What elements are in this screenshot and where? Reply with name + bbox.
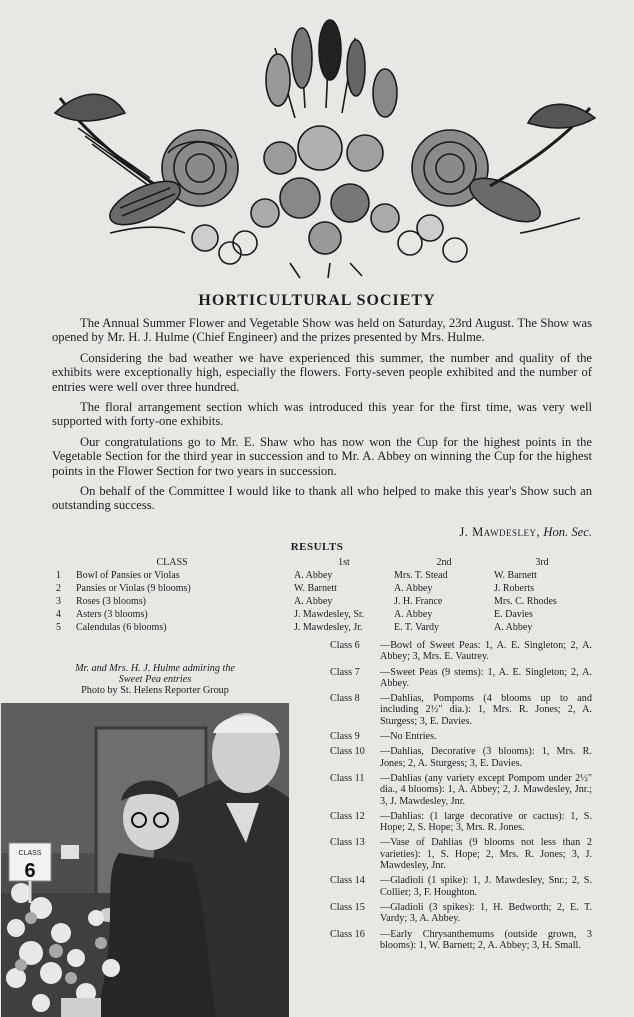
row-number: 3 — [56, 596, 61, 607]
class-label: Class 12 — [330, 810, 365, 822]
class-result: —Bowl of Sweet Peas: 1, A. E. Singleton; 2, A. Abbey; 3, Mrs. E. Vautrey. — [380, 640, 592, 663]
caption-line: Mr. and Mrs. H. J. Hulme admiring the — [75, 663, 235, 674]
class-label: Class 7 — [330, 666, 360, 678]
list-item — [330, 773, 592, 807]
row-second: E. T. Vardy — [394, 622, 439, 633]
caption-line: Sweet Pea entries — [118, 674, 192, 685]
header-second: 2nd — [436, 556, 452, 568]
row-class: Calendulas (6 blooms) — [76, 622, 167, 633]
class-result: —Early Chrysanthemums (outside grown, 3 blooms): 1, W. Barnett; 2, A. Abbey; 3, H. Small. — [380, 928, 592, 951]
table-row — [50, 595, 590, 608]
header-third: 3rd — [535, 556, 549, 568]
class-label: Class 10 — [330, 746, 365, 758]
class-result: —Gladioli (3 spikes): 1, H. Bedworth; 2, E. T. Vardy; 3, A. Abbey. — [380, 901, 592, 925]
class-result: —Vase of Dahlias (9 blooms not less than 2 varieties): 1, S. Hope; 2, Mrs. R. Jones; 3, J. Mawdesley, Jnr. — [380, 837, 592, 872]
class-sign-label: CLASS — [18, 850, 42, 857]
table-row — [50, 621, 590, 634]
class-result: —Dahlias: (1 large decorative or cactus): 1, S. Hope; 2, S. Hope; 3, Mrs. R. Jones. — [380, 810, 592, 834]
class-label: Class 13 — [330, 837, 365, 849]
row-second: Mrs. T. Stead — [394, 570, 448, 581]
photo-hulme-sweet-peas — [1, 703, 289, 1017]
class-label: Class 15 — [330, 901, 365, 913]
row-first: W. Barnett — [294, 583, 337, 594]
list-item — [330, 667, 592, 690]
class-label: Class 16 — [330, 928, 365, 940]
row-second: J. H. France — [394, 596, 443, 607]
list-item — [330, 929, 592, 952]
row-class: Roses (3 blooms) — [76, 596, 146, 607]
article-paragraph: Considering the bad weather we have experienced this summer, the number and quality of the exhibits were exceptionally high, especially the flowers. Forty-seven people exhibited and the number of entries were well over three hundred. — [52, 350, 592, 394]
list-item — [330, 875, 592, 898]
table-row — [50, 608, 590, 621]
class-result: —No Entries. — [380, 731, 437, 743]
article-paragraph: Our congratulations go to Mr. E. Shaw who has now won the Cup for the highest points in the Vegetable Section for the third year in succession and to Mr. A. Abbey on winning the Cup for the highest points in the Flower Section for two years in succession. — [52, 434, 592, 478]
results-header-row — [50, 555, 590, 569]
class-label: Class 6 — [330, 640, 360, 651]
class-result: —Sweet Peas (9 stems): 1, A. E. Singleton; 2, A. Abbey. — [380, 666, 592, 689]
photo-caption — [24, 663, 286, 696]
row-second: A. Abbey — [394, 583, 433, 594]
row-third: Mrs. C. Rhodes — [494, 596, 557, 607]
signature-name: J. Mawdesley, — [459, 525, 541, 539]
row-number: 4 — [56, 609, 61, 620]
row-third: A. Abbey — [494, 622, 533, 633]
row-second: A. Abbey — [394, 609, 433, 620]
row-class: Bowl of Pansies or Violas — [76, 570, 180, 581]
article-paragraph: The floral arrangement section which was introduced this year for the first time, was very well supported with forty-one exhibits. — [52, 400, 592, 429]
list-item — [330, 693, 592, 727]
table-row — [50, 569, 590, 582]
row-first: J. Mawdesley, Sr. — [294, 609, 365, 620]
photo-credit: Photo by St. Helens Reporter Group — [81, 685, 229, 696]
row-third: J. Roberts — [494, 583, 534, 594]
class-label: Class 9 — [330, 731, 360, 743]
list-item — [330, 640, 592, 663]
row-number: 5 — [56, 622, 61, 633]
list-item — [330, 902, 592, 925]
class-results-list — [330, 640, 592, 955]
signature — [459, 525, 592, 540]
class-result: —Dahlias (any variety except Pompom under 2½" dia., 4 blooms): 1, A. Abbey; 2, J. Mawdesley, Jnr.; 3, J. Mawdesley, Jnr. — [380, 772, 592, 807]
results-table — [50, 555, 590, 634]
row-third: E. Davies — [494, 609, 533, 620]
list-item — [330, 731, 592, 742]
list-item — [330, 837, 592, 871]
row-third: W. Barnett — [494, 570, 537, 581]
row-first: J. Mawdesley, Jr. — [294, 622, 363, 633]
signature-role: Hon. Sec. — [543, 525, 592, 539]
header-class: CLASS — [156, 556, 188, 568]
list-item — [330, 746, 592, 769]
table-row — [50, 582, 590, 595]
list-item — [330, 811, 592, 834]
row-number: 2 — [56, 583, 61, 594]
flower-vegetable-illustration — [50, 18, 600, 280]
header-first: 1st — [338, 556, 350, 568]
article-body — [52, 316, 592, 519]
article-paragraph: On behalf of the Committee I would like to thank all who helped to make this year's Show such an outstanding success. — [52, 484, 592, 513]
row-class: Asters (3 blooms) — [76, 609, 148, 620]
article-title: HORTICULTURAL SOCIETY — [198, 292, 436, 309]
row-class: Pansies or Violas (9 blooms) — [76, 583, 191, 594]
class-label: Class 11 — [330, 772, 365, 784]
class-result: —Dahlias, Pompoms (4 blooms up to and including 2½" dia.): 1, Mrs. R. Jones; 2, A. Sturgess; 3, E. Davies. — [380, 693, 592, 727]
class-label: Class 8 — [330, 693, 360, 705]
article-paragraph: The Annual Summer Flower and Vegetable Show was held on Saturday, 23rd August. The Show was opened by Mr. H. J. Hulme (Chief Engineer) and the prizes presented by Mrs. Hulme. — [52, 316, 592, 345]
row-first: A. Abbey — [294, 596, 333, 607]
results-title: RESULTS — [290, 541, 344, 553]
class-result: —Dahlias, Decorative (3 blooms): 1, Mrs. R. Jones; 2, A. Sturgess; 3, E. Davies. — [380, 746, 592, 769]
row-first: A. Abbey — [294, 570, 333, 581]
class-sign-number: 6 — [24, 860, 36, 882]
class-result: —Gladioli (1 spike): 1, J. Mawdesley, Snr.; 2, S. Collier; 3, F. Houghton. — [380, 875, 592, 898]
row-number: 1 — [56, 570, 61, 581]
class-label: Class 14 — [330, 875, 365, 887]
